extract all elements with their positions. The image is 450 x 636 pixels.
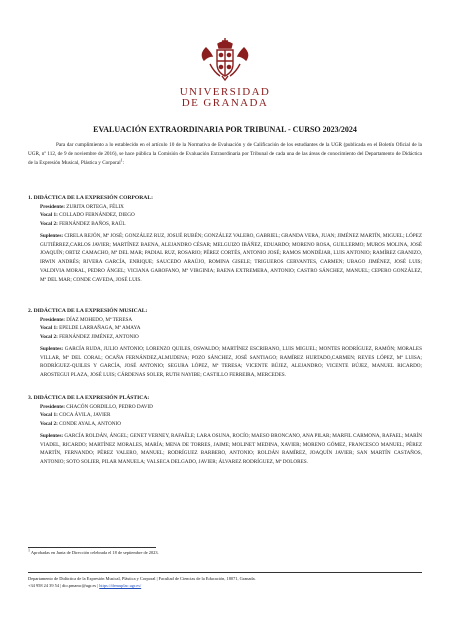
footnote-divider (28, 547, 156, 548)
vocal1-name: EPELDE LARRAÑAGA, Mª AMAYA (59, 325, 141, 332)
vocal2-label: Vocal 2: (40, 333, 58, 340)
section-heading: 3. DIDÁCTICA DE LA EXPRESIÓN PLÁSTICA: (28, 395, 150, 401)
vocal1-row (40, 211, 422, 219)
page-footer (28, 575, 422, 589)
president-name: DÍAZ MOHEDO, Mª TERESA (66, 317, 133, 324)
vocal2-row (40, 420, 422, 428)
president-row (40, 403, 422, 411)
substitutes-paragraph (40, 432, 422, 467)
president-name: ZURITA ORTEGA, FÉLIX (66, 204, 124, 211)
vocal2-name: CONDE AYALA, ANTONIO (59, 420, 121, 427)
vocal1-label: Vocal 1: (40, 212, 58, 219)
president-name: CHACÓN GORDILLO, PEDRO DAVID (66, 404, 153, 411)
vocal2-row (40, 333, 422, 341)
footer-contact (28, 582, 422, 589)
vocal1-row (40, 411, 422, 419)
vocal2-label: Vocal 2: (40, 420, 58, 427)
footnote (28, 547, 422, 556)
substitutes-label: Suplentes: (40, 432, 64, 439)
university-name-line1: UNIVERSIDAD (179, 86, 271, 98)
section-expresion-musical (28, 307, 422, 380)
vocal1-name: COLLADO FERNÁNDEZ, DIEGO (59, 212, 135, 219)
footnote-marker: 1 (28, 547, 30, 553)
substitutes-paragraph (40, 345, 422, 380)
vocal2-name: FERNÁNDEZ JIMÉNEZ, ANTONIO (59, 333, 139, 340)
substitutes-list: CIRELA REJÓN, Mª JOSÉ; GONZÁLEZ RUZ, JOSUÉ RUBÉN; GONZÁLEZ VALERO, GABRIEL; GRANDA VERA, JUAN; JIMÉNEZ MARTÍN, MIGUEL; LÓPEZ GUTIÉRREZ,CARLOS JAVIER; MARTÍNEZ BAENA, ALEJANDRO CÉSAR; MELGUIZO IBÁÑEZ, EDUARDO; MORENO ROSA, GUILLERMO; MUROS MOLINA, JOSÉ JOAQUÍN; ORTIZ CAMACHO, Mª DEL MAR; PADIAL RUZ, ROSARIO; PÉREZ CORTÉS, ANTONIO JOSÉ; RAMOS MONDÉJAR, LUIS ANTONIO; RAMÍREZ GRANIZO, IRWIN ANDRÉS; RIVERA GARCÍA, ENRIQUE; SAUCEDO ARAÚJO, ROMINA GISELE; TRIGUEROS CERVANTES, CARMEN; UBAGO JIMÉNEZ, JOSÉ LUIS; VALDIVIA MORAL, PEDRO ÁNGEL; VICIANA GAROFANO, Mª VIRGINIA; BAENA EXTREMERA, ANTONIO; CASTRO SÁNCHEZ, MANUEL; CEPERO GONZÁLEZ, Mª DEL MAR; CONDE CAVEDA, JOSÉ LUIS. (40, 232, 422, 283)
vocal2-name: FERNÁNDEZ BAÑOS, RAÚL (59, 220, 126, 227)
substitutes-label: Suplentes: (40, 345, 64, 352)
intro-paragraph (28, 141, 422, 169)
footer-address: Departamento de Didáctica de la Expresión Musical, Plástica y Corporal | Facultad de Ciencias de la Educación, 18071, Granada. (28, 576, 256, 581)
vocal1-label: Vocal 1: (40, 412, 58, 419)
section-heading: 1. DIDÁCTICA DE LA EXPRESIÓN CORPORAL: (28, 195, 153, 201)
president-label: Presidente: (40, 204, 65, 211)
section-heading: 2. DIDÁCTICA DE LA EXPRESIÓN MUSICAL: (28, 308, 148, 314)
footer-contact-text: +34 958 24 39 54 | dio.pmamc@ugr.es | (28, 583, 100, 589)
vocal2-label: Vocal 2: (40, 220, 58, 227)
substitutes-list: GARCÍA ROLDÁN, ÁNGEL; GENET VERNEY, RAFAËLE; LARA OSUNA, ROCÍO; MAESO BRONCANO, ANA PILAR; MARFIL CARMONA, RAFAEL; MARÍN VIADEL, RICARDO; MARTÍNEZ MORALES, MARÍA; MENA DE TORRES, JAIME; MOLINET MEDINA, XAVIER; MORENO GÓMEZ, FRANCESCO MANUEL; PÉREZ MARTÍN, FERNANDO; PÉREZ VALERO, MANUEL; RODRÍGUEZ BARBERO, ANTONIO; ROLDÁN RAMÍREZ, JOAQUÍN JAVIER; SAN MARTÍN CASTAÑOS, ANTONIO; SOTO SOLIER, PILAR MANUELA; VALSECA DELGADO, JAVIER; ÁLVAREZ RODRÍGUEZ, Mª DOLORES. (40, 432, 422, 466)
university-name-line2: DE GRANADA (181, 97, 269, 109)
intro-trailing: : (122, 160, 125, 167)
substitutes-list: GARCÍA RUDA, JULIO ANTONIO; LORENZO QUILES, OSWALDO; MARTÍNEZ ESCRIBANO, LUIS MIGUEL; MONTES RODRÍGUEZ, RAMÓN; MORALES VILLAR, Mª DEL CORAL; OCAÑA FERNÁNDEZ,ALMUDENA; POZO SÁNCHEZ, JOSÉ SANTIAGO; RAMÍREZ HURTADO,CARMEN; REYES LÓPEZ, Mª LUISA; RODRÍGUEZ-QUILES Y GARCÍA, JOSÉ ANTONIO; SEGURA LÓPEZ, Mª TERESA; VICENTE BÚJEZ, ALEJANDRO; VICENTE BÚJEZ, MANUEL RICARDO; AROSTEGUI PLAZA, JOSÉ LUIS; CÁRDENAS SOLER, RUTH NAYIBE; CASTILLO FERREIRA, MERCEDES. (40, 345, 422, 379)
document-title: EVALUACIÓN EXTRAORDINARIA POR TRIBUNAL - CURSO 2023/2024 (93, 125, 357, 134)
president-row (40, 316, 422, 324)
substitutes-label: Suplentes: (40, 232, 64, 239)
footnote-text: Aprobadas en Junta de Dirección celebrada el 18 de septiembre de 2023. (30, 550, 159, 555)
footnote-reference[interactable]: 1 (120, 157, 123, 163)
vocal1-label: Vocal 1: (40, 325, 58, 332)
section-expresion-plastica (28, 394, 422, 467)
section-expresion-corporal (28, 194, 422, 285)
substitutes-paragraph (40, 232, 422, 285)
footer-website-link[interactable]: https://demuplac.ugr.es/ (99, 583, 142, 589)
footer-divider (28, 572, 422, 573)
president-label: Presidente: (40, 317, 65, 324)
vocal1-row (40, 324, 422, 332)
university-coat-of-arms-icon (196, 34, 254, 82)
president-label: Presidente: (40, 404, 65, 411)
president-row (40, 203, 422, 211)
vocal2-row (40, 220, 422, 228)
intro-text: Para dar cumplimiento a lo establecido en el artículo 10 de la Normativa de Evaluación y de Calificación de los estudiantes de la UGR (publicada en el Boletín Oficial de la UGR, nº 112, de 9 de noviembre de 2016), se hace pública la Comisión de Evaluación Extraordinaria por Tribunal de cada una de las áreas de conocimiento del Departamento de Didáctica de la Expresión Musical, Plástica y Corporal (28, 142, 422, 167)
vocal1-name: COCA ÁVILA, JAVIER (59, 412, 111, 419)
